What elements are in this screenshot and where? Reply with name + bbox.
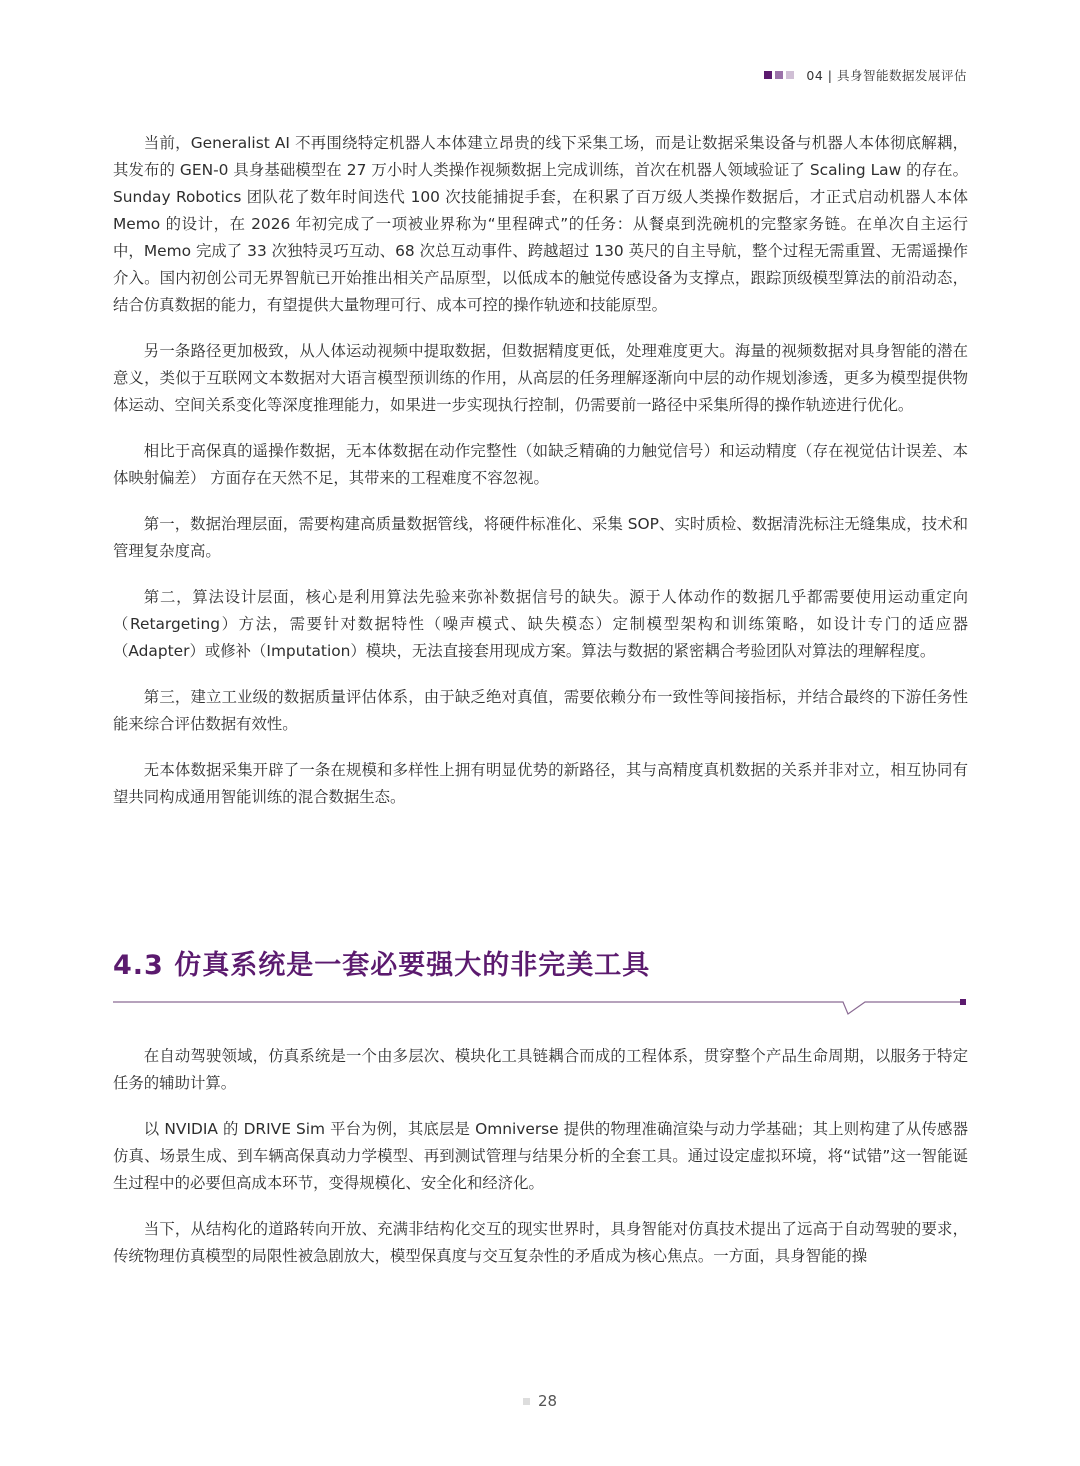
footer-square (523, 1398, 530, 1405)
paragraph-3: 相比于高保真的遥操作数据，无本体数据在动作完整性（如缺乏精确的力触觉信号）和运动精度（存在视觉估计误差、本体映射偏差） 方面存在天然不足，其带来的工程难度不容忽视。 (113, 442, 968, 487)
paragraph-2: 另一条路径更加极致，从人体运动视频中提取数据，但数据精度更低，处理难度更大。海量的视频数据对具身智能的潜在意义，类似于互联网文本数据对大语言模型预训练的作用，从高层的任务理解逐渐向中层的动作规划渗透，更多为模型提供物体运动、空间关系变化等深度推理能力，如果进一步实现执行控制，仍需要前一路径中采集所得的操作轨迹进行优化。 (113, 342, 968, 414)
paragraph-10: 当下，从结构化的道路转向开放、充满非结构化交互的现实世界时，具身智能对仿真技术提出了远高于自动驾驶的要求，传统物理仿真模型的局限性被急剧放大，模型保真度与交互复杂性的矛盾成为核心焦点。一方面，具身智能的操 (113, 1220, 968, 1265)
header-square-dark (764, 71, 772, 79)
body-text-top (113, 130, 968, 811)
header-decoration (764, 71, 794, 79)
body-text-bottom (113, 1043, 968, 1270)
paragraph-4: 第一，数据治理层面，需要构建高质量数据管线，将硬件标准化、采集 SOP、实时质检、数据清洗标注无缝集成，技术和管理复杂度高。 (113, 515, 968, 560)
chapter-label: 04 | 具身智能数据发展评估 (806, 68, 967, 83)
page-footer (0, 1392, 1080, 1410)
paragraph-6: 第三，建立工业级的数据质量评估体系，由于缺乏绝对真值，需要依赖分布一致性等间接指标，并结合最终的下游任务性能来综合评估数据有效性。 (113, 688, 968, 733)
header-square-light (786, 71, 794, 79)
section-divider (113, 994, 968, 1014)
paragraph-8: 在自动驾驶领域，仿真系统是一个由多层次、模块化工具链耦合而成的工程体系，贯穿整个产品生命周期，以服务于特定任务的辅助计算。 (113, 1047, 968, 1092)
paragraph-5: 第二，算法设计层面，核心是利用算法先验来弥补数据信号的缺失。源于人体动作的数据几乎都需要使用运动重定向（Retargeting）方法，需要针对数据特性（噪声模式、缺失模态）定制模型架构和训练策略，如设计专门的适应器（Adapter）或修补（Imputation）模块，无法直接套用现成方案。算法与数据的紧密耦合考验团队对算法的理解程度。 (113, 588, 968, 660)
section-title: 4.3 仿真系统是一套必要强大的非完美工具 (113, 950, 651, 981)
paragraph-1: 当前，Generalist AI 不再围绕特定机器人本体建立昂贵的线下采集工场，而是让数据采集设备与机器人本体彻底解耦，其发布的 GEN-0 具身基础模型在 27 万小时人类操作视频数据上完成训练，首次在机器人领域验证了 Scaling Law 的存在。Sunday Robotics 团队花了数年时间迭代 100 次技能捕捉手套，在积累了百万级人类操作数据后，才正式启动机器人本体 Memo 的设计，在 2026 年初完成了一项被业界称为“里程碑式”的任务：从餐桌到洗碗机的完整家务链。在单次自主运行中，Memo 完成了 33 次独特灵巧互动、68 次总互动事件、跨越超过 130 英尺的自主导航，整个过程无需重置、无需遥操作介入。国内初创公司无界智航已开始推出相关产品原型，以低成本的触觉传感设备为支撑点，跟踪顶级模型算法的前沿动态，结合仿真数据的能力，有望提供大量物理可行、成本可控的操作轨迹和技能原型。 (113, 134, 968, 314)
page-header (764, 64, 967, 86)
paragraph-7: 无本体数据采集开辟了一条在规模和多样性上拥有明显优势的新路径，其与高精度真机数据的关系并非对立，相互协同有望共同构成通用智能训练的混合数据生态。 (113, 761, 968, 806)
paragraph-9: 以 NVIDIA 的 DRIVE Sim 平台为例，其底层是 Omniverse 提供的物理准确渲染与动力学基础；其上则构建了从传感器仿真、场景生成、到车辆高保真动力学模型、再到测试管理与结果分析的全套工具。通过设定虚拟环境，将“试错”这一智能诞生过程中的必要但高成本环节，变得规模化、安全化和经济化。 (113, 1120, 968, 1192)
header-square-mid (775, 71, 783, 79)
section-heading-block (113, 944, 968, 1014)
page-number: 28 (537, 1392, 558, 1410)
divider-line-graphic (113, 994, 968, 1016)
